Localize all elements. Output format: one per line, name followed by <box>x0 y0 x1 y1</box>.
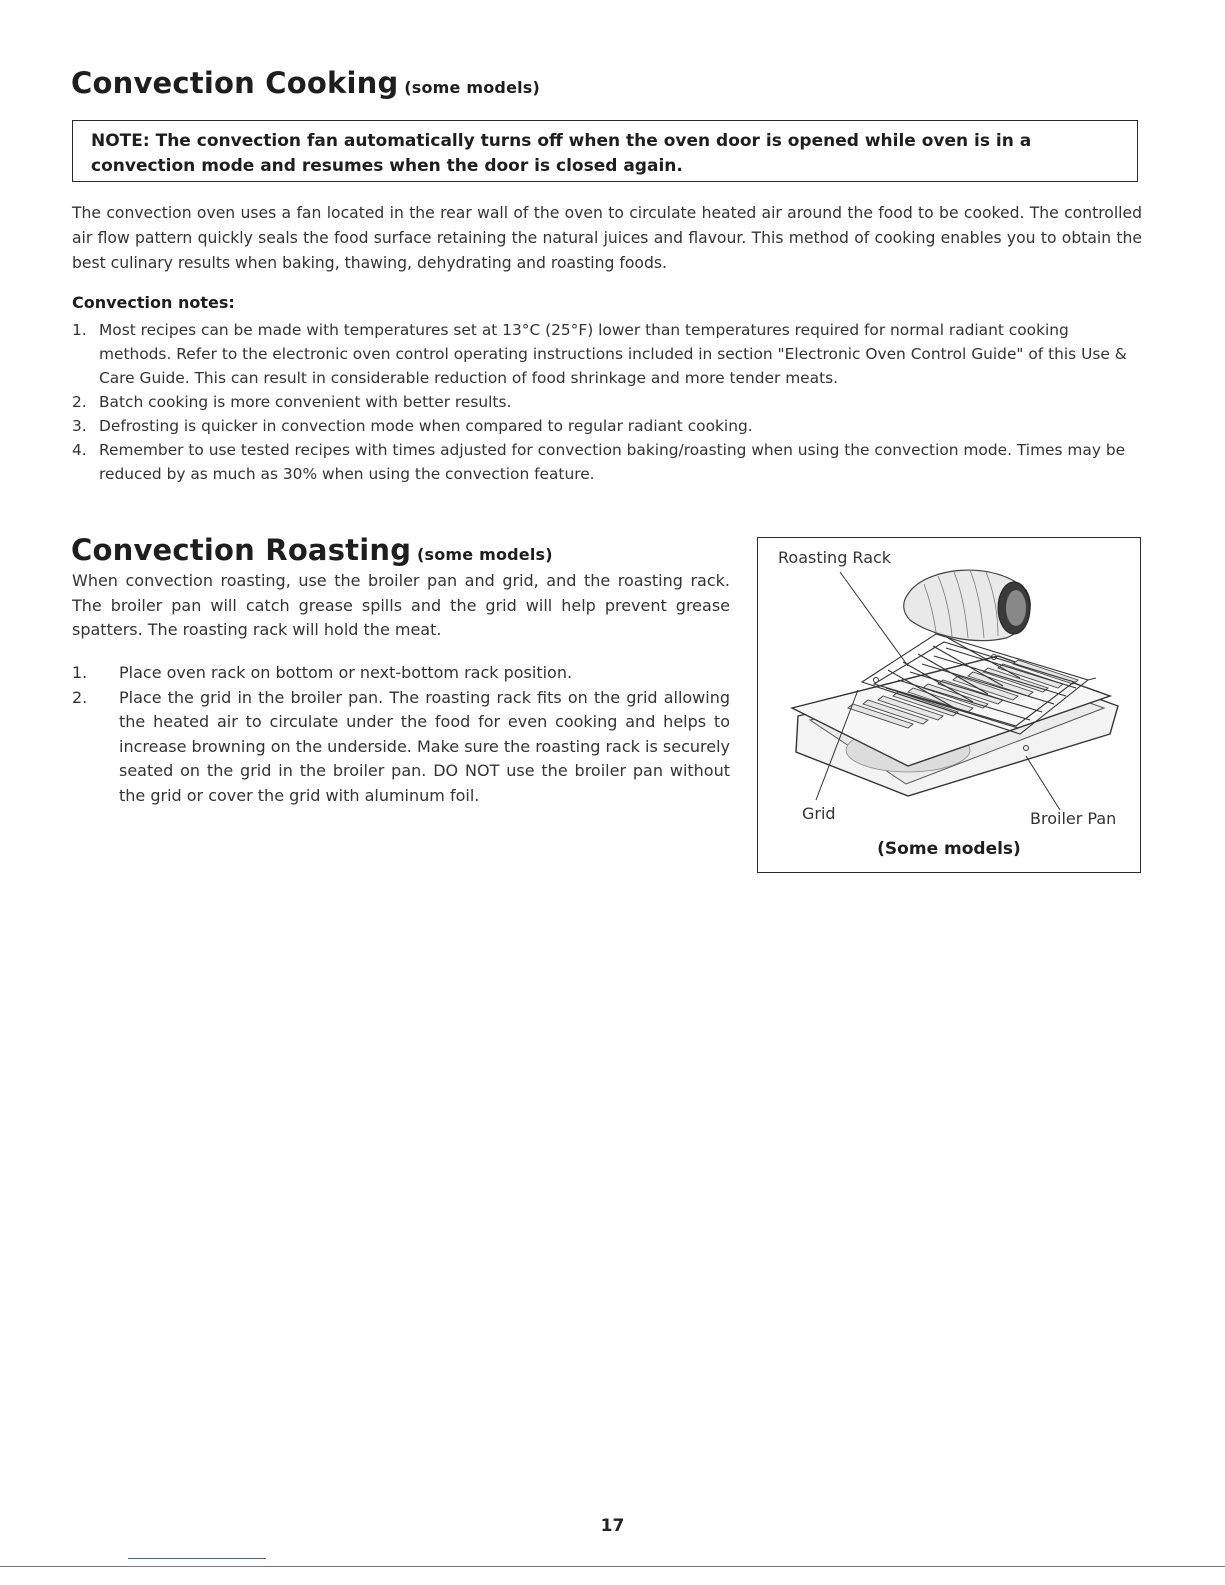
title-text: Convection Roasting <box>71 533 412 567</box>
list-text: Remember to use tested recipes with times adjusted for convection baking/roasting when using the convection mode. Times may be reduced by as much as 30% when using the convection feature. <box>99 441 1126 483</box>
footer-rule <box>0 1566 1225 1567</box>
convection-notes-list <box>72 318 1142 486</box>
list-text: Most recipes can be made with temperatures set at 13°C (25°F) lower than temperatures required for normal radiant cooking methods. Refer to the electronic oven control operating instructions included in section "Electronic Oven Control Guide" of this Use & Care Guide. This can result in considerable reduction of food shrinkage and more tender meats. <box>99 321 1127 387</box>
list-number: 3. <box>72 417 87 435</box>
list-text: Place oven rack on bottom or next-bottom rack position. <box>119 663 573 682</box>
page-number: 17 <box>600 1516 625 1536</box>
list-text: Batch cooking is more convenient with better results. <box>99 393 512 411</box>
broiler-pan-label: Broiler Pan <box>1030 809 1117 828</box>
title-suffix: (some models) <box>416 545 553 564</box>
list-number: 4. <box>72 441 87 459</box>
roasting-steps-list <box>72 661 730 808</box>
list-item <box>72 438 1142 486</box>
title-text: Convection Cooking <box>71 66 399 100</box>
figure-caption: (Some models) <box>877 839 1021 859</box>
section-title-convection-cooking <box>71 66 540 100</box>
section-title-convection-roasting <box>71 533 553 567</box>
list-number: 1. <box>72 663 88 682</box>
list-item <box>72 414 1142 438</box>
footer-link-underline[interactable] <box>128 1558 266 1559</box>
roasting-rack-label: Roasting Rack <box>778 548 892 567</box>
title-suffix: (some models) <box>404 78 541 97</box>
list-number: 2. <box>72 687 88 707</box>
list-item <box>72 390 1142 414</box>
convection-intro-paragraph: The convection oven uses a fan located in the rear wall of the oven to circulate heated air around the food to be cooked. The controlled air flow pattern quickly seals the food surface retaining the natural juices and flavour. This method of cooking enables you to obtain the best culinary results when baking, thawing, dehydrating and roasting foods. <box>72 204 1142 272</box>
roasting-intro-paragraph: When convection roasting, use the broiler pan and grid, and the roasting rack. The broiler pan will catch grease spills and the grid will help prevent grease spatters. The roasting rack will hold the meat. <box>72 571 730 639</box>
list-item <box>72 686 730 809</box>
broiler-pan-figure <box>757 537 1141 873</box>
list-item <box>72 661 730 686</box>
list-number: 1. <box>72 321 87 339</box>
list-text: Defrosting is quicker in convection mode when compared to regular radiant cooking. <box>99 417 753 435</box>
grid-label: Grid <box>802 804 836 823</box>
list-number: 2. <box>72 393 87 411</box>
list-text: Place the grid in the broiler pan. The roasting rack fits on the grid allowing the heated air to circulate under the food for even cooking and helps to increase browning on the underside. Make sure the roasting rack is securely seated on the grid in the broiler pan. DO NOT use the broiler pan without the grid or cover the grid with aluminum foil. <box>119 687 730 805</box>
note-box: NOTE: The convection fan automatically turns off when the oven door is opened while oven is in a convection mode and resumes when the door is closed again. <box>72 120 1138 182</box>
list-item <box>72 318 1142 390</box>
convection-notes-heading: Convection notes: <box>72 293 235 312</box>
